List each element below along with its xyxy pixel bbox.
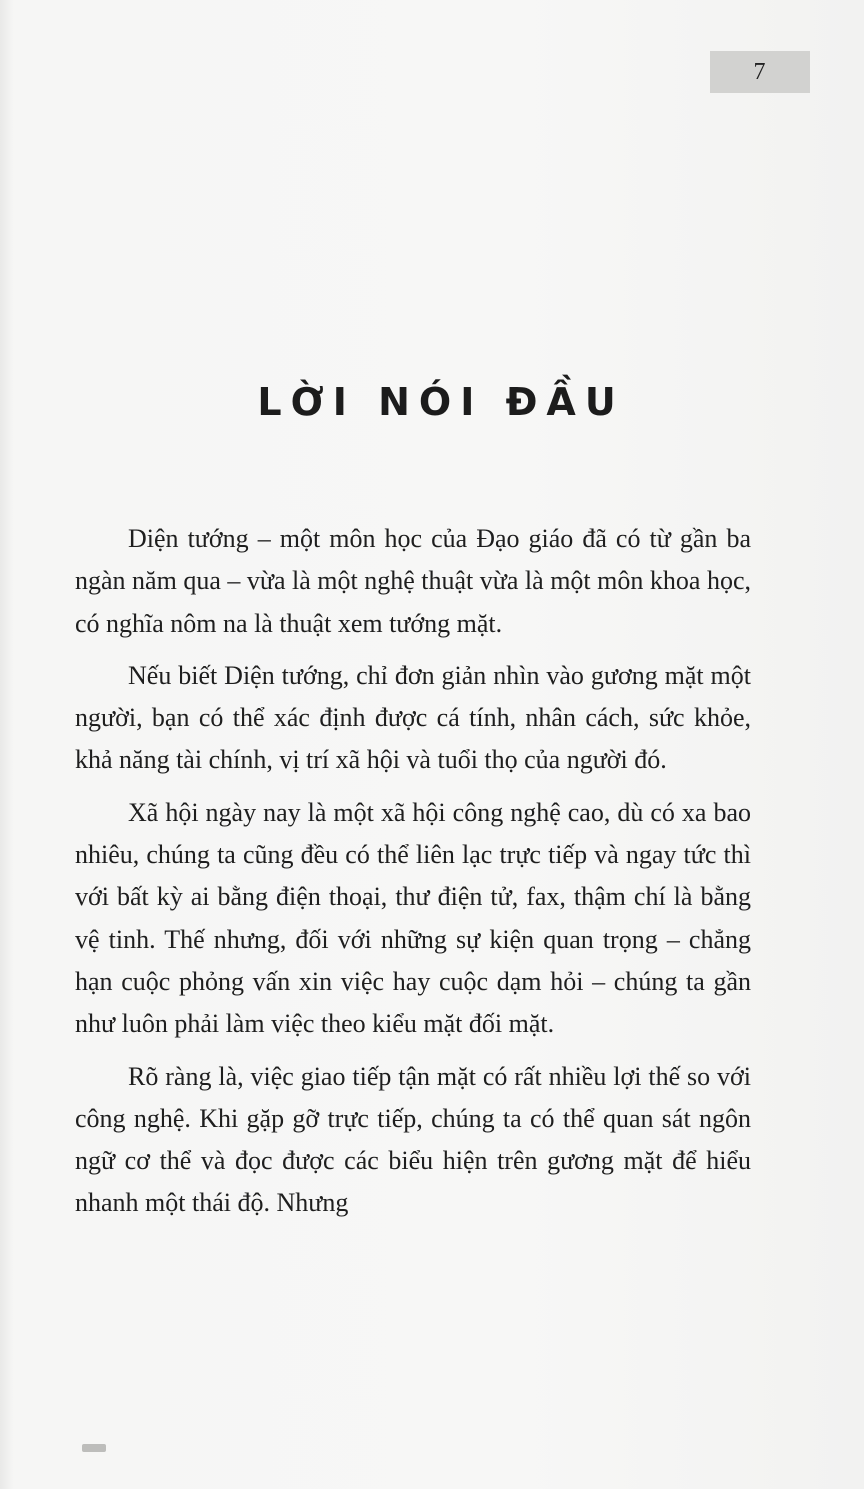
chapter-title: LỜI NÓI ĐẦU [257, 380, 625, 424]
paragraph: Xã hội ngày nay là một xã hội công nghệ cao, dù có xa bao nhiêu, chúng ta cũng đều có thể liên lạc trực tiếp và ngay tức thì với bất kỳ ai bằng điện thoại, thư điện tử, fax, thậm chí là bằng vệ tinh. Thế nhưng, đối với những sự kiện quan trọng – chẳng hạn cuộc phỏng vấn xin việc hay cuộc dạm hỏi – chúng ta gần như luôn phải làm việc theo kiểu mặt đối mặt. [75, 797, 751, 1039]
paragraph: Rõ ràng là, việc giao tiếp tận mặt có rất nhiều lợi thế so với công nghệ. Khi gặp gỡ trực tiếp, chúng ta có thể quan sát ngôn ngữ cơ thể và đọc được các biểu hiện trên gương mặt để hiểu nhanh một thái độ. Nhưng [75, 1061, 751, 1218]
page-number: 7 [710, 51, 810, 93]
scan-mark [82, 1444, 106, 1452]
paragraph: Diện tướng – một môn học của Đạo giáo đã có từ gần ba ngàn năm qua – vừa là một nghệ thuật vừa là một môn khoa học, có nghĩa nôm na là thuật xem tướng mặt. [75, 524, 751, 638]
body-text [75, 518, 751, 1235]
paragraph: Nếu biết Diện tướng, chỉ đơn giản nhìn vào gương mặt một người, bạn có thể xác định được cá tính, nhân cách, sức khỏe, khả năng tài chính, vị trí xã hội và tuổi thọ của người đó. [75, 660, 751, 775]
